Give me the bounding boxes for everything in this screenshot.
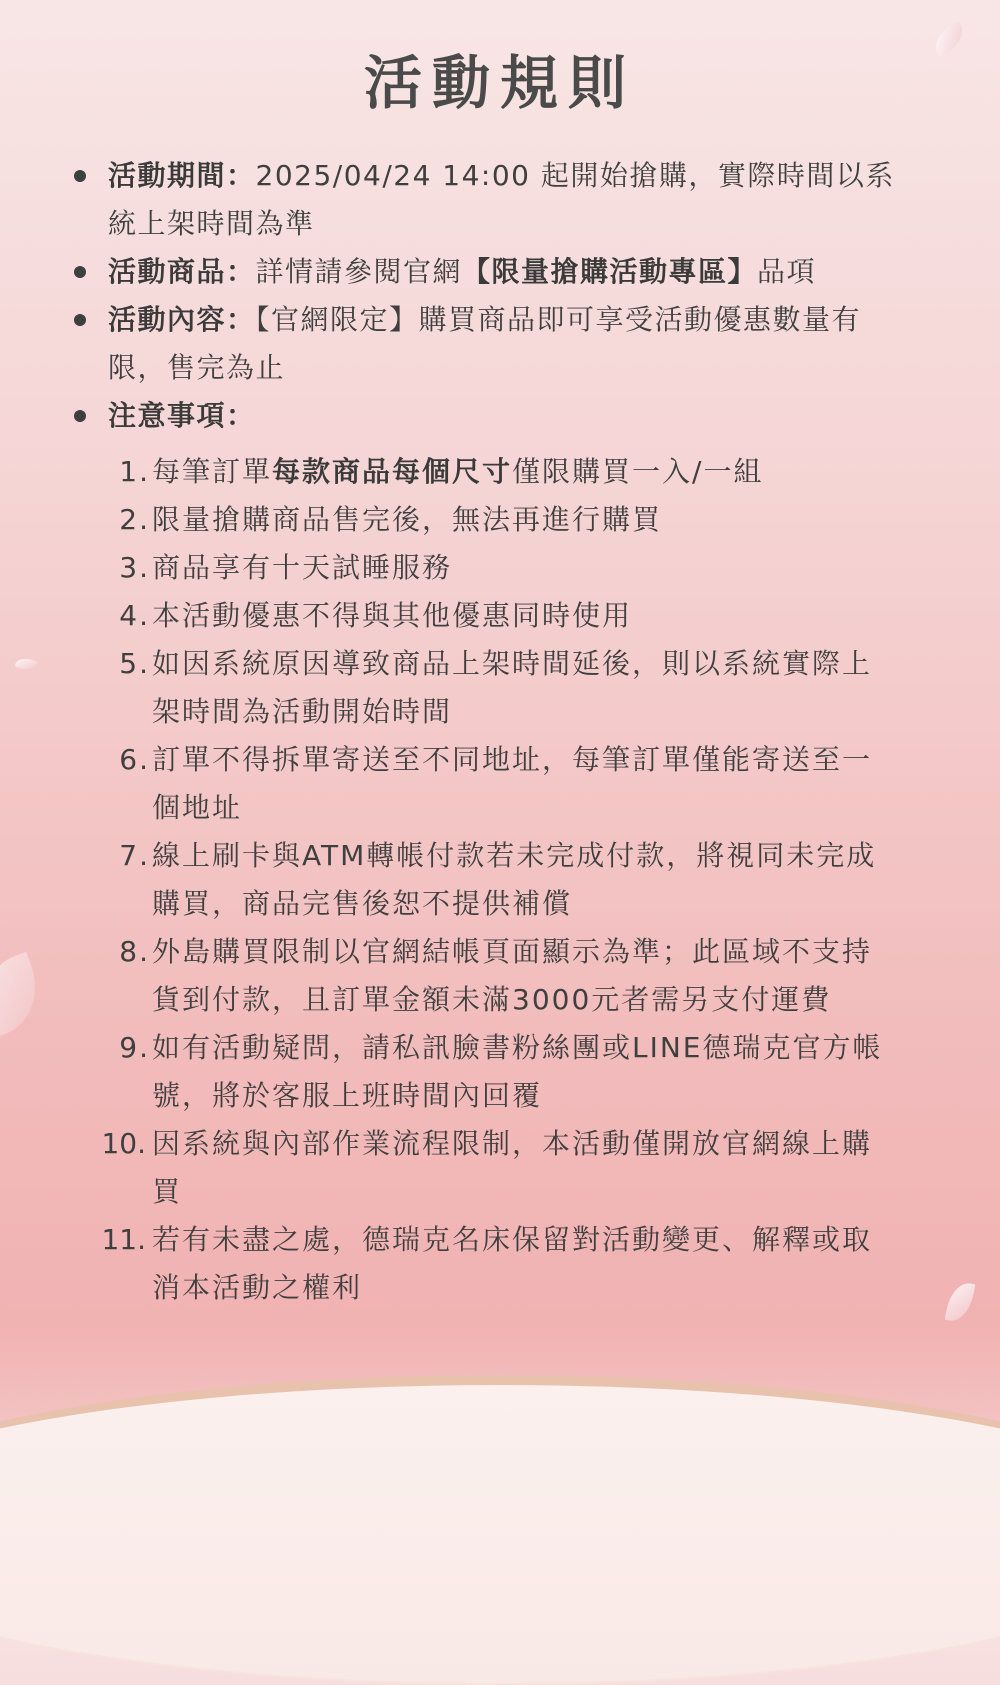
- bottom-arc-decoration: [0, 1375, 1000, 1685]
- rule-label: 活動商品：: [108, 255, 256, 288]
- note-number: 6.: [119, 743, 150, 776]
- rule-text: 2025/04/24 14:00 起開始搶購，實際時間以系統上架時間為準: [108, 159, 895, 240]
- petal-decoration-left-large: [0, 952, 50, 1038]
- petal-decoration-left: [15, 655, 38, 673]
- rule-label: 注意事項：: [108, 399, 256, 432]
- note-item: [100, 544, 900, 592]
- rules-list: [70, 152, 910, 440]
- note-text: 線上刷卡與ATM轉帳付款若未完成付款，將視同未完成購買，商品完售後恕不提供補償: [152, 839, 877, 920]
- rule-label: 活動期間：: [108, 159, 256, 192]
- note-number: 3.: [119, 551, 150, 584]
- note-item: [100, 736, 900, 832]
- note-text: 僅限購買一入/一組: [512, 455, 764, 488]
- rule-text: 【官網限定】購買商品即可享受活動優惠數量有限，售完為止: [108, 303, 862, 384]
- note-number: 5.: [119, 647, 150, 680]
- note-text: 若有未盡之處，德瑞克名床保留對活動變更、解釋或取消本活動之權利: [152, 1223, 873, 1304]
- rule-period: [70, 152, 910, 248]
- note-item: [100, 640, 900, 736]
- petal-decoration-bottom-right: [945, 1280, 976, 1324]
- note-number: 9.: [119, 1031, 150, 1064]
- note-number: 8.: [119, 935, 150, 968]
- note-text: 商品享有十天試睡服務: [152, 551, 453, 584]
- rule-content: [70, 296, 910, 392]
- note-item: [100, 928, 900, 1024]
- note-item: [100, 1024, 900, 1120]
- rule-highlight: 【限量搶購活動專區】: [462, 255, 758, 288]
- note-number: 7.: [119, 839, 150, 872]
- note-item: [100, 592, 900, 640]
- note-text: 訂單不得拆單寄送至不同地址，每筆訂單僅能寄送至一個地址: [152, 743, 873, 824]
- rule-text: 詳情請參閱官網: [255, 255, 463, 288]
- note-number: 2.: [119, 503, 150, 536]
- note-text: 如有活動疑問，請私訊臉書粉絲團或LINE德瑞克官方帳號，將於客服上班時間內回覆: [152, 1031, 883, 1112]
- note-item: [100, 1216, 900, 1312]
- note-text: 如因系統原因導致商品上架時間延後，則以系統實際上架時間為活動開始時間: [152, 647, 873, 728]
- bullet-icon: [74, 314, 86, 326]
- rule-notes-heading: [70, 392, 910, 440]
- note-text: 限量搶購商品售完後，無法再進行購買: [152, 503, 663, 536]
- page-title: 活動規則: [363, 49, 636, 117]
- bullet-icon: [74, 170, 86, 182]
- note-item: [100, 496, 900, 544]
- note-number: 4.: [119, 599, 150, 632]
- rule-products: [70, 248, 910, 296]
- note-text: 本活動優惠不得與其他優惠同時使用: [152, 599, 633, 632]
- note-number: 10.: [101, 1127, 146, 1160]
- rule-label: 活動內容：: [108, 303, 256, 336]
- note-highlight: 每款商品每個尺寸: [272, 455, 513, 488]
- note-number: 11.: [101, 1223, 146, 1256]
- notes-list: [100, 448, 900, 1312]
- note-text: 每筆訂單: [152, 455, 273, 488]
- note-item: [100, 1120, 900, 1216]
- bullet-icon: [74, 410, 86, 422]
- bullet-icon: [74, 266, 86, 278]
- note-item: [100, 832, 900, 928]
- note-number: 1.: [119, 455, 150, 488]
- note-text: 因系統與內部作業流程限制，本活動僅開放官網線上購買: [152, 1127, 873, 1208]
- note-text: 外島購買限制以官網結帳頁面顯示為準；此區域不支持貨到付款，且訂單金額未滿3000元者需另支付運費: [152, 935, 873, 1016]
- rule-text: 品項: [757, 255, 817, 288]
- note-item: [100, 448, 900, 496]
